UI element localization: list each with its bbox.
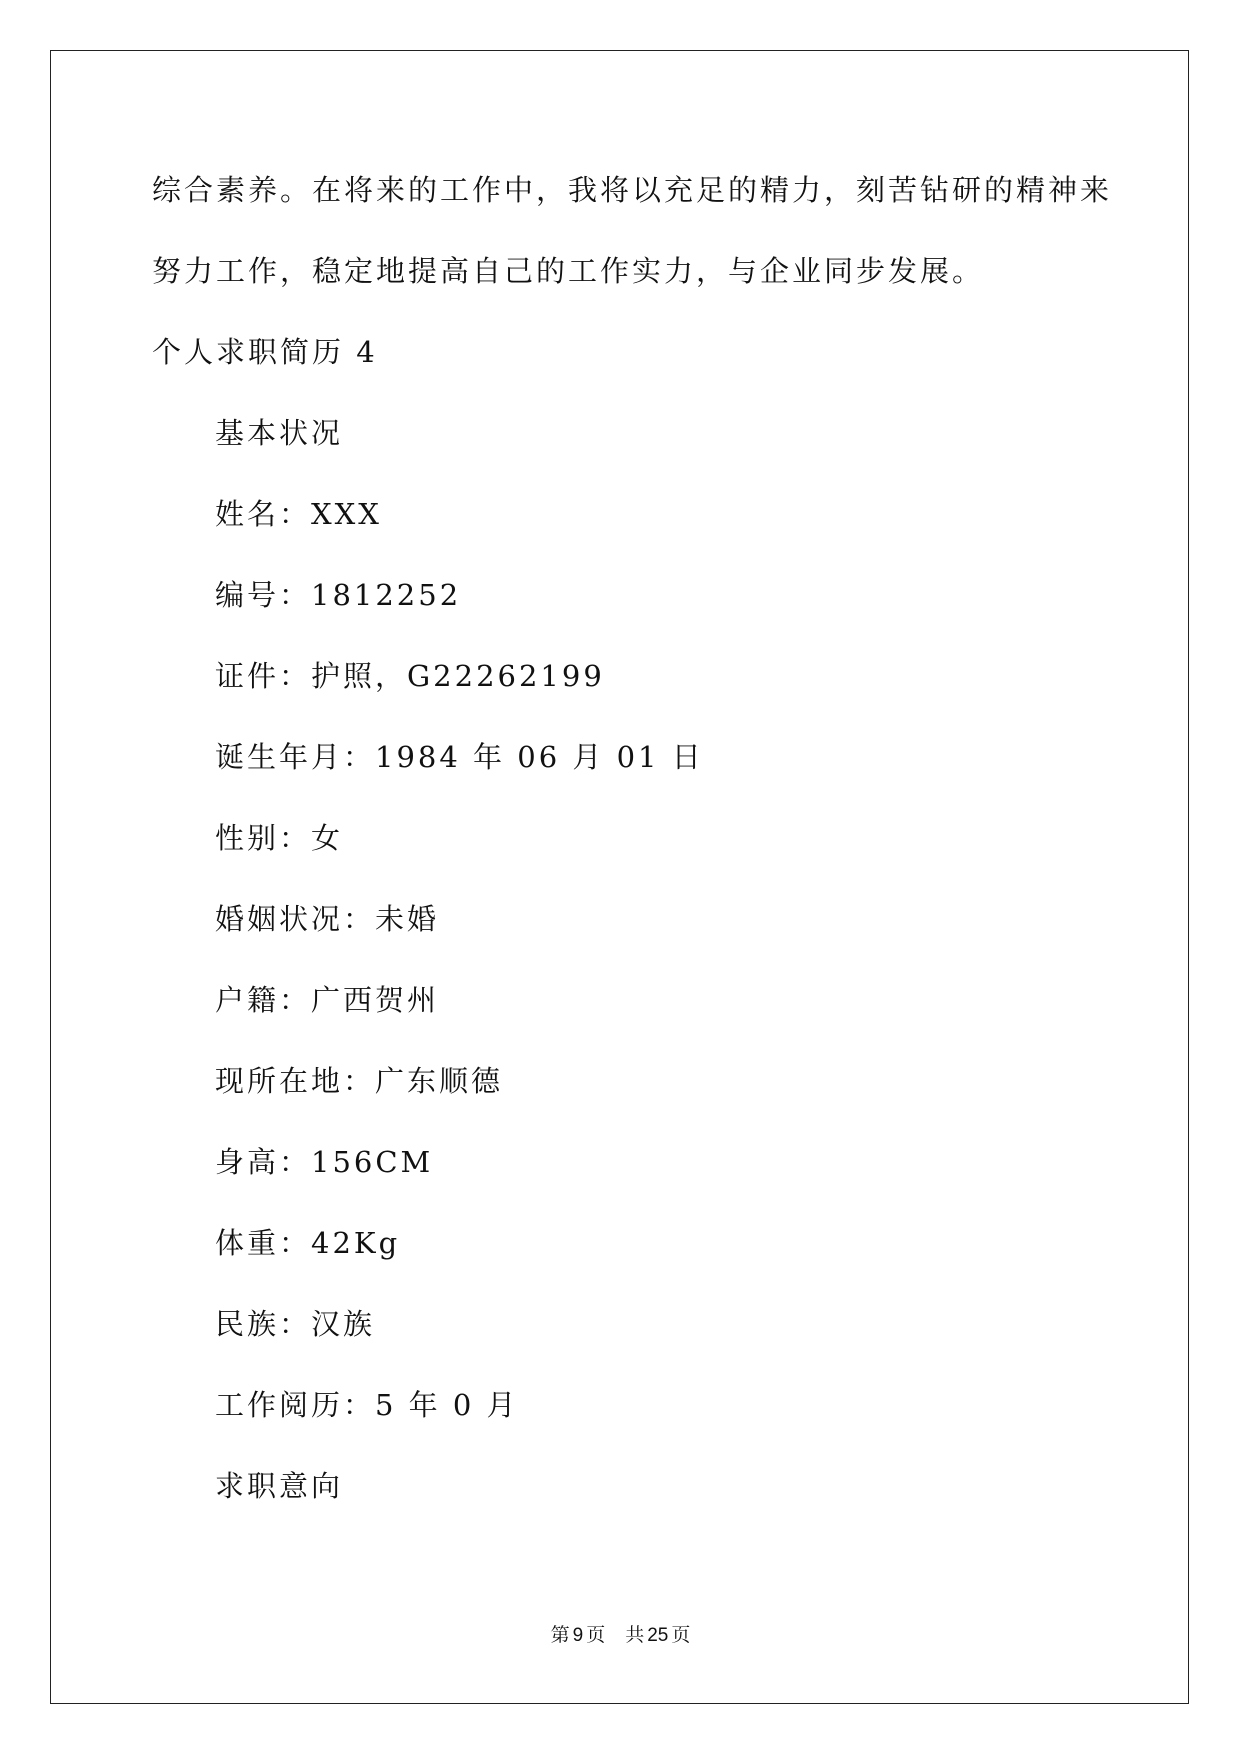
field-marital-status: 婚姻状况：未婚 <box>215 902 440 936</box>
total-suffix: 页 <box>671 1624 691 1646</box>
page-footer <box>0 1620 1241 1647</box>
field-work-experience: 工作阅历：5 年 0 月 <box>215 1388 519 1422</box>
page-prefix: 第 <box>550 1624 570 1646</box>
page-border <box>50 50 1189 1704</box>
field-name: 姓名：XXX <box>215 497 382 531</box>
section-title: 个人求职简历 4 <box>152 335 378 369</box>
field-current-location: 现所在地：广东顺德 <box>215 1064 504 1098</box>
field-hometown: 户籍：广西贺州 <box>215 983 440 1017</box>
total-pages: 25 <box>647 1625 669 1646</box>
paragraph-line-1: 综合素养。在将来的工作中，我将以充足的精力，刻苦钻研的精神来 <box>152 173 1113 207</box>
page-number: 9 <box>572 1625 584 1646</box>
field-weight: 体重：42Kg <box>215 1226 401 1260</box>
field-document: 证件：护照，G22262199 <box>215 659 605 693</box>
field-birth-date: 诞生年月：1984 年 06 月 01 日 <box>215 740 704 774</box>
field-gender: 性别：女 <box>215 821 344 855</box>
total-prefix: 共 <box>625 1624 645 1646</box>
job-intent-heading: 求职意向 <box>215 1469 344 1503</box>
field-id-number: 编号：1812252 <box>215 578 462 612</box>
basic-info-heading: 基本状况 <box>215 416 344 450</box>
field-ethnicity: 民族：汉族 <box>215 1307 376 1341</box>
paragraph-line-2: 努力工作，稳定地提高自己的工作实力，与企业同步发展。 <box>152 254 985 288</box>
page-suffix: 页 <box>586 1624 606 1646</box>
field-height: 身高：156CM <box>215 1145 434 1179</box>
